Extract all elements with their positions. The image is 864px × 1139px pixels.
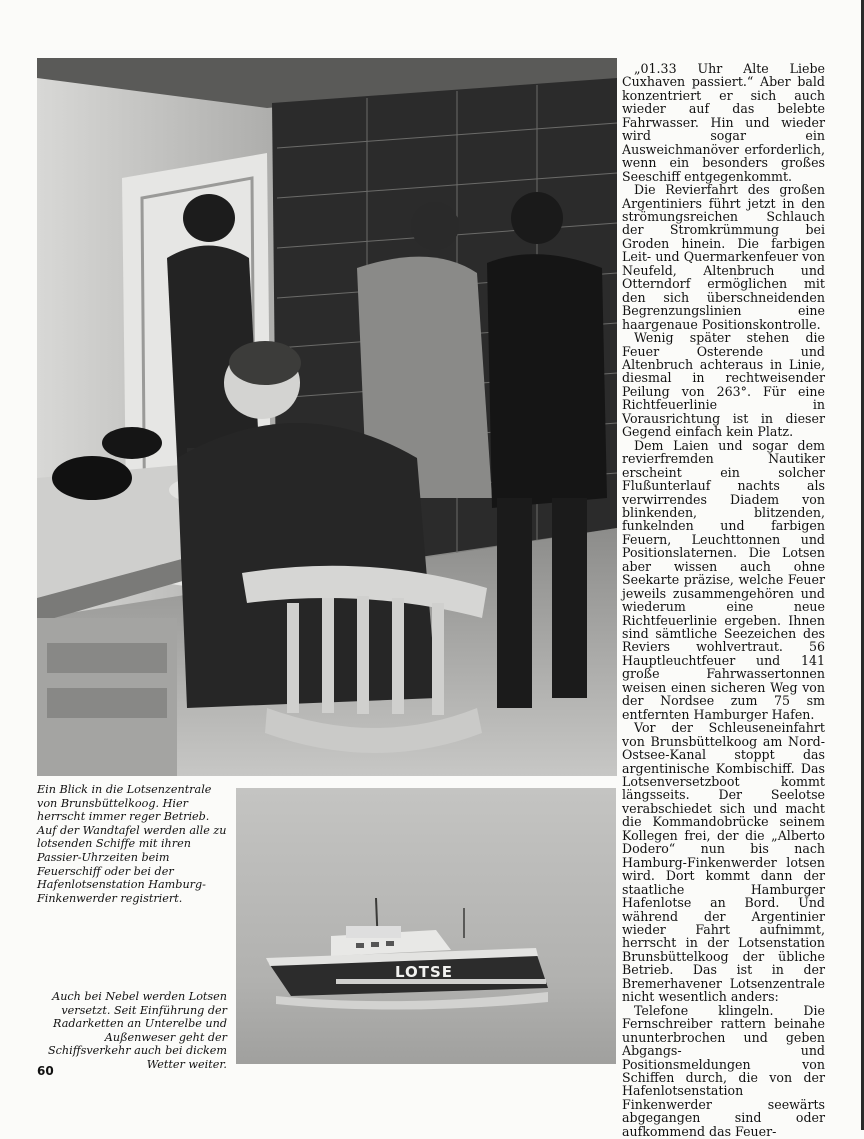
page-number: 60: [37, 1064, 54, 1078]
hull-lettering: LOTSE: [394, 963, 454, 981]
article-paragraph: Vor der Schleuseneinfahrt von Brunsbüttelkoog am Nord-Ostsee-Kanal stoppt das argentinische Kombischiff. Das Lotsenversetzboot kommt längsseits. Der Seelotse verabschiedet sich und macht die Kommandobrücke seinem Kollegen frei, der die „Alberto Dodero“ nun bis nach Hamburg-Finkenwerder lotsen wird. Dort kommt dann der staatliche Hamburger Hafenlotse an Bord. Und während der Argentinier wieder Fahrt aufnimmt, herrscht in der Lotsenstation Brunsbüttelkoog der übliche Betrieb. Das ist in der Bremerhavener Lotsenzentrale nicht wesentlich anders:: [622, 720, 825, 1005]
control-room-caption: Ein Blick in die Lotsenzentrale von Brunsbüttelkoog. Hier herrscht immer reger Betrieb. Auf der Wandtafel werden alle zu lotsenden Schiffe mit ihren Passier-Uhrzeiten beim Feuerschiff oder bei der Hafenlotsenstation Hamburg-Finkenwerder registriert.: [37, 783, 227, 905]
control-room-photo: [37, 58, 617, 776]
article-paragraph: Wenig später stehen die Feuer Osterende und Altenbruch achteraus in Linie, diesmal in rechtweisender Peilung von 263°. Für eine Richtfeuerlinie in Vorausrichtung ist in dieser Gegend einfach kein Platz.: [622, 330, 825, 440]
pilot-boat-caption: Auch bei Nebel werden Lotsen versetzt. Seit Einführung der Radarketten an Unterelbe und Außenweser geht der Schiffsverkehr auch bei dickem Wetter weiter.: [47, 990, 227, 1071]
article-column: [622, 62, 825, 1138]
article-paragraph: Telefone klingeln. Die Fernschreiber rattern beinahe ununterbrochen und geben Abgangs- und Positionsmeldungen von Schiffen durch, die von der Hafenlotsenstation Finkenwerder seewärts abgegangen sind oder aufkommend das Feuer-: [622, 1002, 825, 1139]
article-paragraph: Die Revierfahrt des großen Argentiniers führt jetzt in den strömungsreichen Schlauch der Stromkrümmung bei Groden hinein. Die farbigen Leit- und Quermarkenfeuer von Neufeld, Altenbruch und Otterndorf ermöglichen mit den sich überschneidenden Begrenzungslinien eine haargenaue Positionskontrolle.: [622, 182, 825, 332]
pilot-boat-illustration: [236, 788, 616, 1064]
article-paragraph: „01.33 Uhr Alte Liebe Cuxhaven passiert.“ Aber bald konzentriert er sich auch wieder auf das belebte Fahrwasser. Hin und wieder wird sogar ein Ausweichmanöver erforderlich, wenn ein besonders großes Seeschiff entgegenkommt.: [622, 61, 825, 184]
article-paragraph: Dem Laien und sogar dem revierfremden Nautiker erscheint ein solcher Flußunterlauf nachts als verwirrendes Diadem von blinkenden, blitzenden, funkelnden und farbigen Feuern, Leuchttonnen und Positionslaternen. Die Lotsen aber wissen auch ohne Seekarte präzise, welche Feuer jeweils zusammengehören und wiederum eine neue Richtfeuerlinie ergeben. Ihnen sind sämtliche Seezeichen des Reviers wohlvertraut. 56 Hauptleuchtfeuer und 141 große Fahrwassertonnen weisen einen sicheren Weg von der Nordsee zum 75 sm entfernten Hamburger Hafen.: [622, 437, 825, 722]
pilot-boat-photo: [236, 788, 616, 1064]
control-room-illustration: [37, 58, 617, 776]
